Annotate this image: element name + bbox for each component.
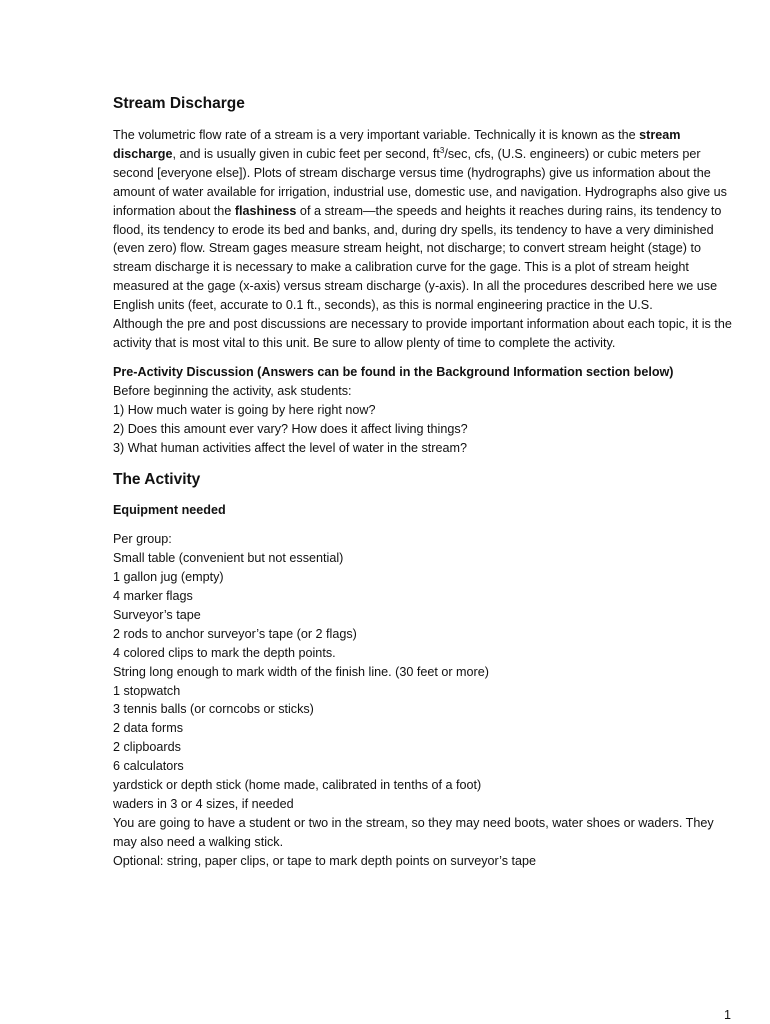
intro-paragraph — [113, 126, 733, 315]
equipment-item: Small table (convenient but not essential) — [113, 551, 344, 566]
activity-note-paragraph: Although the pre and post discussions are necessary to provide important information about each topic, it is the activity that is most vital to this unit. Be sure to allow plenty of time to complete the activity. — [113, 317, 732, 350]
question-item: 1) How much water is going by here right now? — [113, 402, 376, 417]
pre-activity-heading: Pre-Activity Discussion (Answers can be found in the Background Information section below) — [113, 364, 674, 379]
intro-text-4: of a stream—the speeds and heights it reaches during rains, its tendency to flood, its tendency to erode its bed and banks, and, during dry spells, its tendency to have a very diminished (even zero) flow. Stream gages measure stream height, not discharge; to convert stream height (stage) to stream discharge it is necessary to make a calibration curve for the gage. This is a plot of stream height measured at the gage (x-axis) versus stream discharge (y-axis). In all the procedures described here we use English units (feet, accurate to 0.1 ft., seconds), as this is normal engineering practice in the U.S. — [113, 203, 722, 313]
equipment-item: Optional: string, paper clips, or tape to mark depth points on surveyor’s tape — [113, 853, 537, 868]
question-item: 2) Does this amount ever vary? How does it affect living things? — [113, 421, 468, 436]
equipment-item: yardstick or depth stick (home made, calibrated in tenths of a foot) — [113, 778, 482, 793]
equipment-item: 1 stopwatch — [113, 683, 181, 698]
superscript-3: 3 — [439, 145, 445, 155]
question-item: 3) What human activities affect the level of water in the stream? — [113, 440, 467, 455]
equipment-item: 1 gallon jug (empty) — [113, 570, 224, 585]
equipment-item: 2 clipboards — [113, 740, 181, 755]
equipment-list — [113, 530, 733, 870]
equipment-item: Per group: — [113, 532, 172, 547]
term-stream-discharge: stream discharge — [113, 128, 681, 161]
page-number: 1 — [723, 1008, 731, 1022]
equipment-item: String long enough to mark width of the finish line. (30 feet or more) — [113, 664, 489, 679]
intro-text-1: The volumetric flow rate of a stream is a very important variable. Technically it is known as the — [113, 128, 640, 142]
equipment-item: 2 data forms — [113, 721, 183, 736]
pre-activity-intro: Before beginning the activity, ask students: — [113, 383, 352, 398]
equipment-item: waders in 3 or 4 sizes, if needed — [113, 797, 294, 811]
equipment-item: 2 rods to anchor surveyor’s tape (or 2 flags) — [113, 626, 357, 641]
document-page — [113, 94, 733, 871]
equipment-item: 6 calculators — [113, 759, 184, 774]
equipment-item: 4 marker flags — [113, 589, 193, 604]
term-flashiness: flashiness — [234, 203, 297, 218]
intro-text-2: , and is usually given in cubic feet per second, ft — [172, 146, 440, 161]
pre-activity-questions — [113, 401, 733, 458]
activity-heading: The Activity — [113, 471, 201, 489]
equipment-item: 3 tennis balls (or corncobs or sticks) — [113, 702, 314, 717]
equipment-item: Surveyor’s tape — [113, 607, 201, 622]
equipment-heading: Equipment needed — [113, 503, 226, 518]
equipment-item: 4 colored clips to mark the depth points. — [113, 645, 336, 660]
equipment-item: You are going to have a student or two in the stream, so they may need boots, water shoes or waders. They may also need a walking stick. — [113, 815, 714, 849]
page-title: Stream Discharge — [113, 95, 245, 112]
intro-text-3: /sec, cfs, (U.S. engineers) or cubic meters per second [everyone else]). Plots of stream discharge versus time (hydrographs) give us information about the amount of water available for irrigation, industrial use, domestic use, and navigation. Hydrographs also give us information about the — [113, 146, 727, 218]
